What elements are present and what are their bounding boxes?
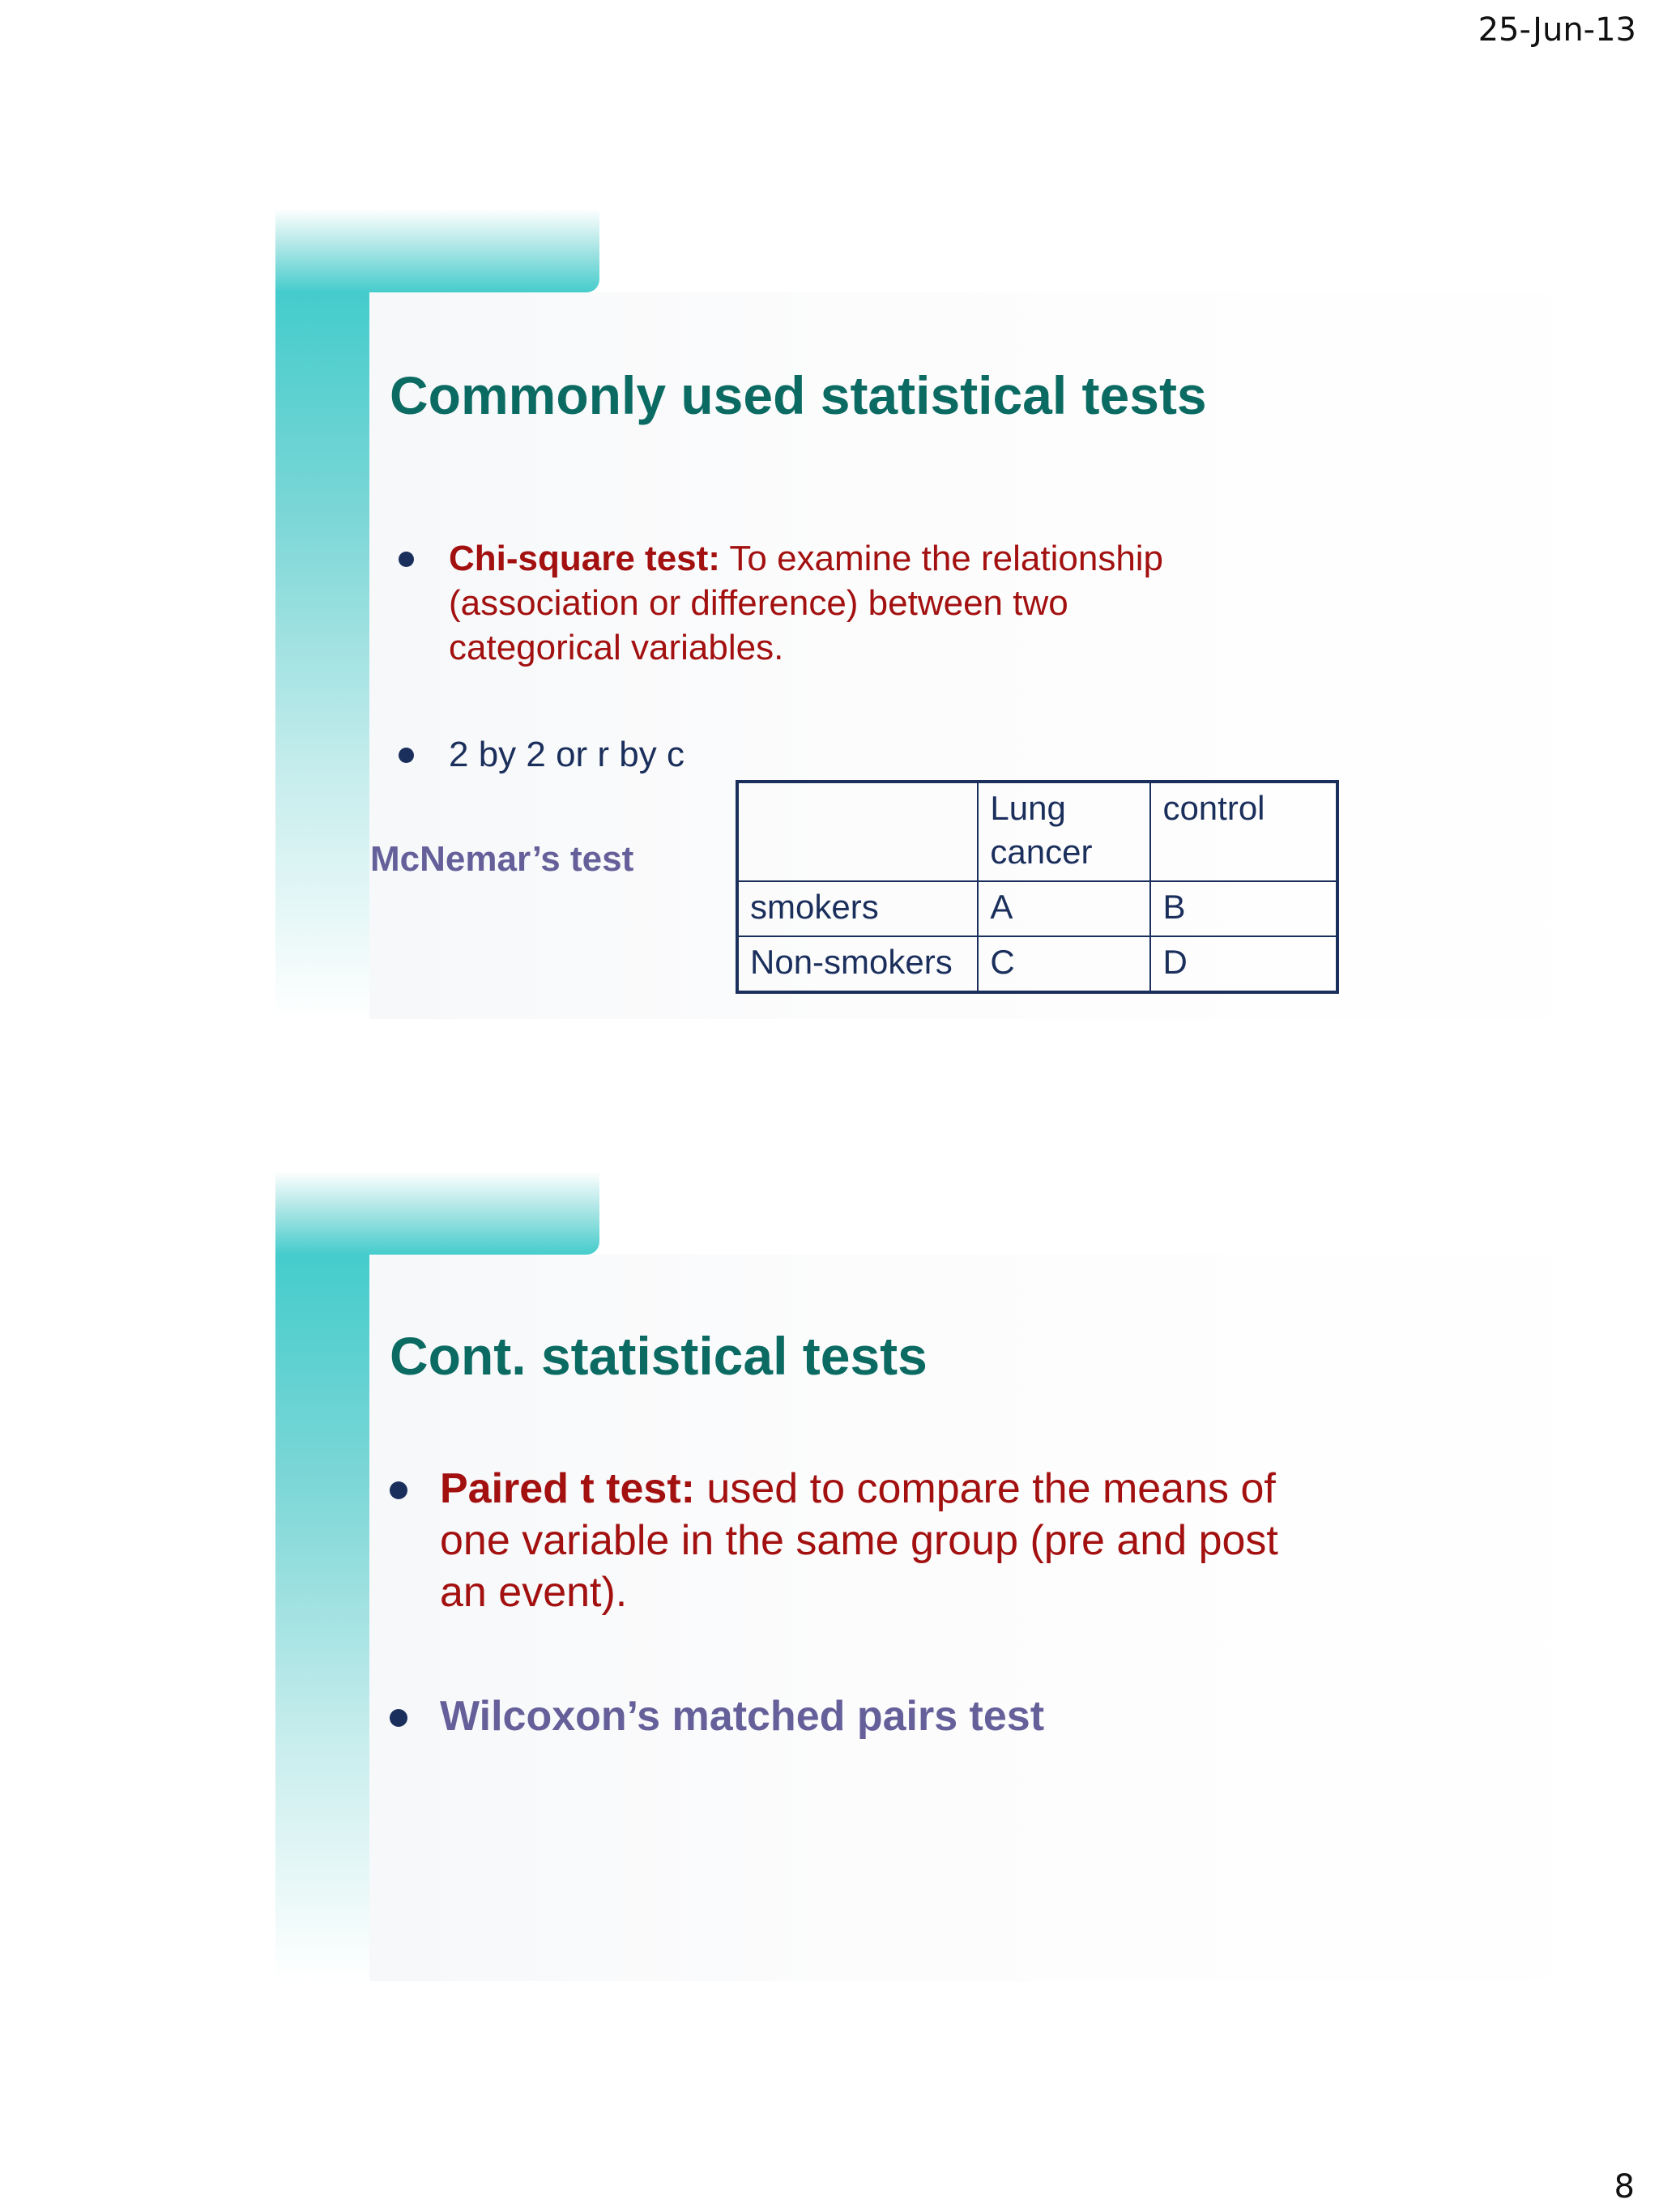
table-header-cell <box>737 782 978 881</box>
slide-accent-bar-top <box>275 1171 599 1255</box>
bullet-list <box>390 1463 1321 1742</box>
slide-cont-statistical-tests <box>275 1171 1659 1981</box>
bullet-text: To examine the relationship (association or difference) between two categorical variables. <box>449 539 1164 667</box>
bullet-dot-icon <box>390 1709 407 1727</box>
bullet-text: Wilcoxon’s matched pairs test <box>440 1693 1045 1740</box>
slide-accent-bar-left <box>275 292 369 1019</box>
table-cell: D <box>1150 936 1337 992</box>
page-date: 25-Jun-13 <box>1478 11 1636 49</box>
bullet-term: Paired t test: <box>440 1465 695 1512</box>
mcnemar-test-label: McNemar’s test <box>370 839 634 879</box>
slide-accent-bar-top <box>275 209 599 292</box>
slide-commonly-used-tests <box>275 209 1659 1019</box>
slide-accent-bar-left <box>275 1255 369 1981</box>
bullet-paired-t-test <box>390 1463 1321 1618</box>
bullet-chi-square <box>399 536 1192 670</box>
table-cell: A <box>978 881 1150 936</box>
table-row <box>737 881 1337 936</box>
slide-title: Commonly used statistical tests <box>390 365 1207 425</box>
table-header-row <box>737 782 1337 881</box>
contingency-table <box>736 780 1339 994</box>
page-number: 8 <box>1614 2168 1635 2206</box>
table-row <box>737 936 1337 992</box>
slide-title: Cont. statistical tests <box>390 1326 928 1386</box>
table-cell: smokers <box>737 881 978 936</box>
bullet-term: Chi-square test: <box>449 539 720 578</box>
bullet-dot-icon <box>399 552 414 567</box>
bullet-dot-icon <box>390 1481 407 1499</box>
bullet-table-size <box>399 732 1192 777</box>
table-header-cell: Lung cancer <box>978 782 1150 881</box>
bullet-dot-icon <box>399 748 414 763</box>
bullet-list <box>399 536 1192 777</box>
bullet-text: used to compare the means of one variable in the same group (pre and post an event). <box>440 1465 1278 1616</box>
table-cell: Non-smokers <box>737 936 978 992</box>
table-cell: C <box>978 936 1150 992</box>
table-header-cell: control <box>1150 782 1337 881</box>
bullet-wilcoxon <box>390 1690 1321 1742</box>
table-cell: B <box>1150 881 1337 936</box>
bullet-text: 2 by 2 or r by c <box>449 735 685 774</box>
